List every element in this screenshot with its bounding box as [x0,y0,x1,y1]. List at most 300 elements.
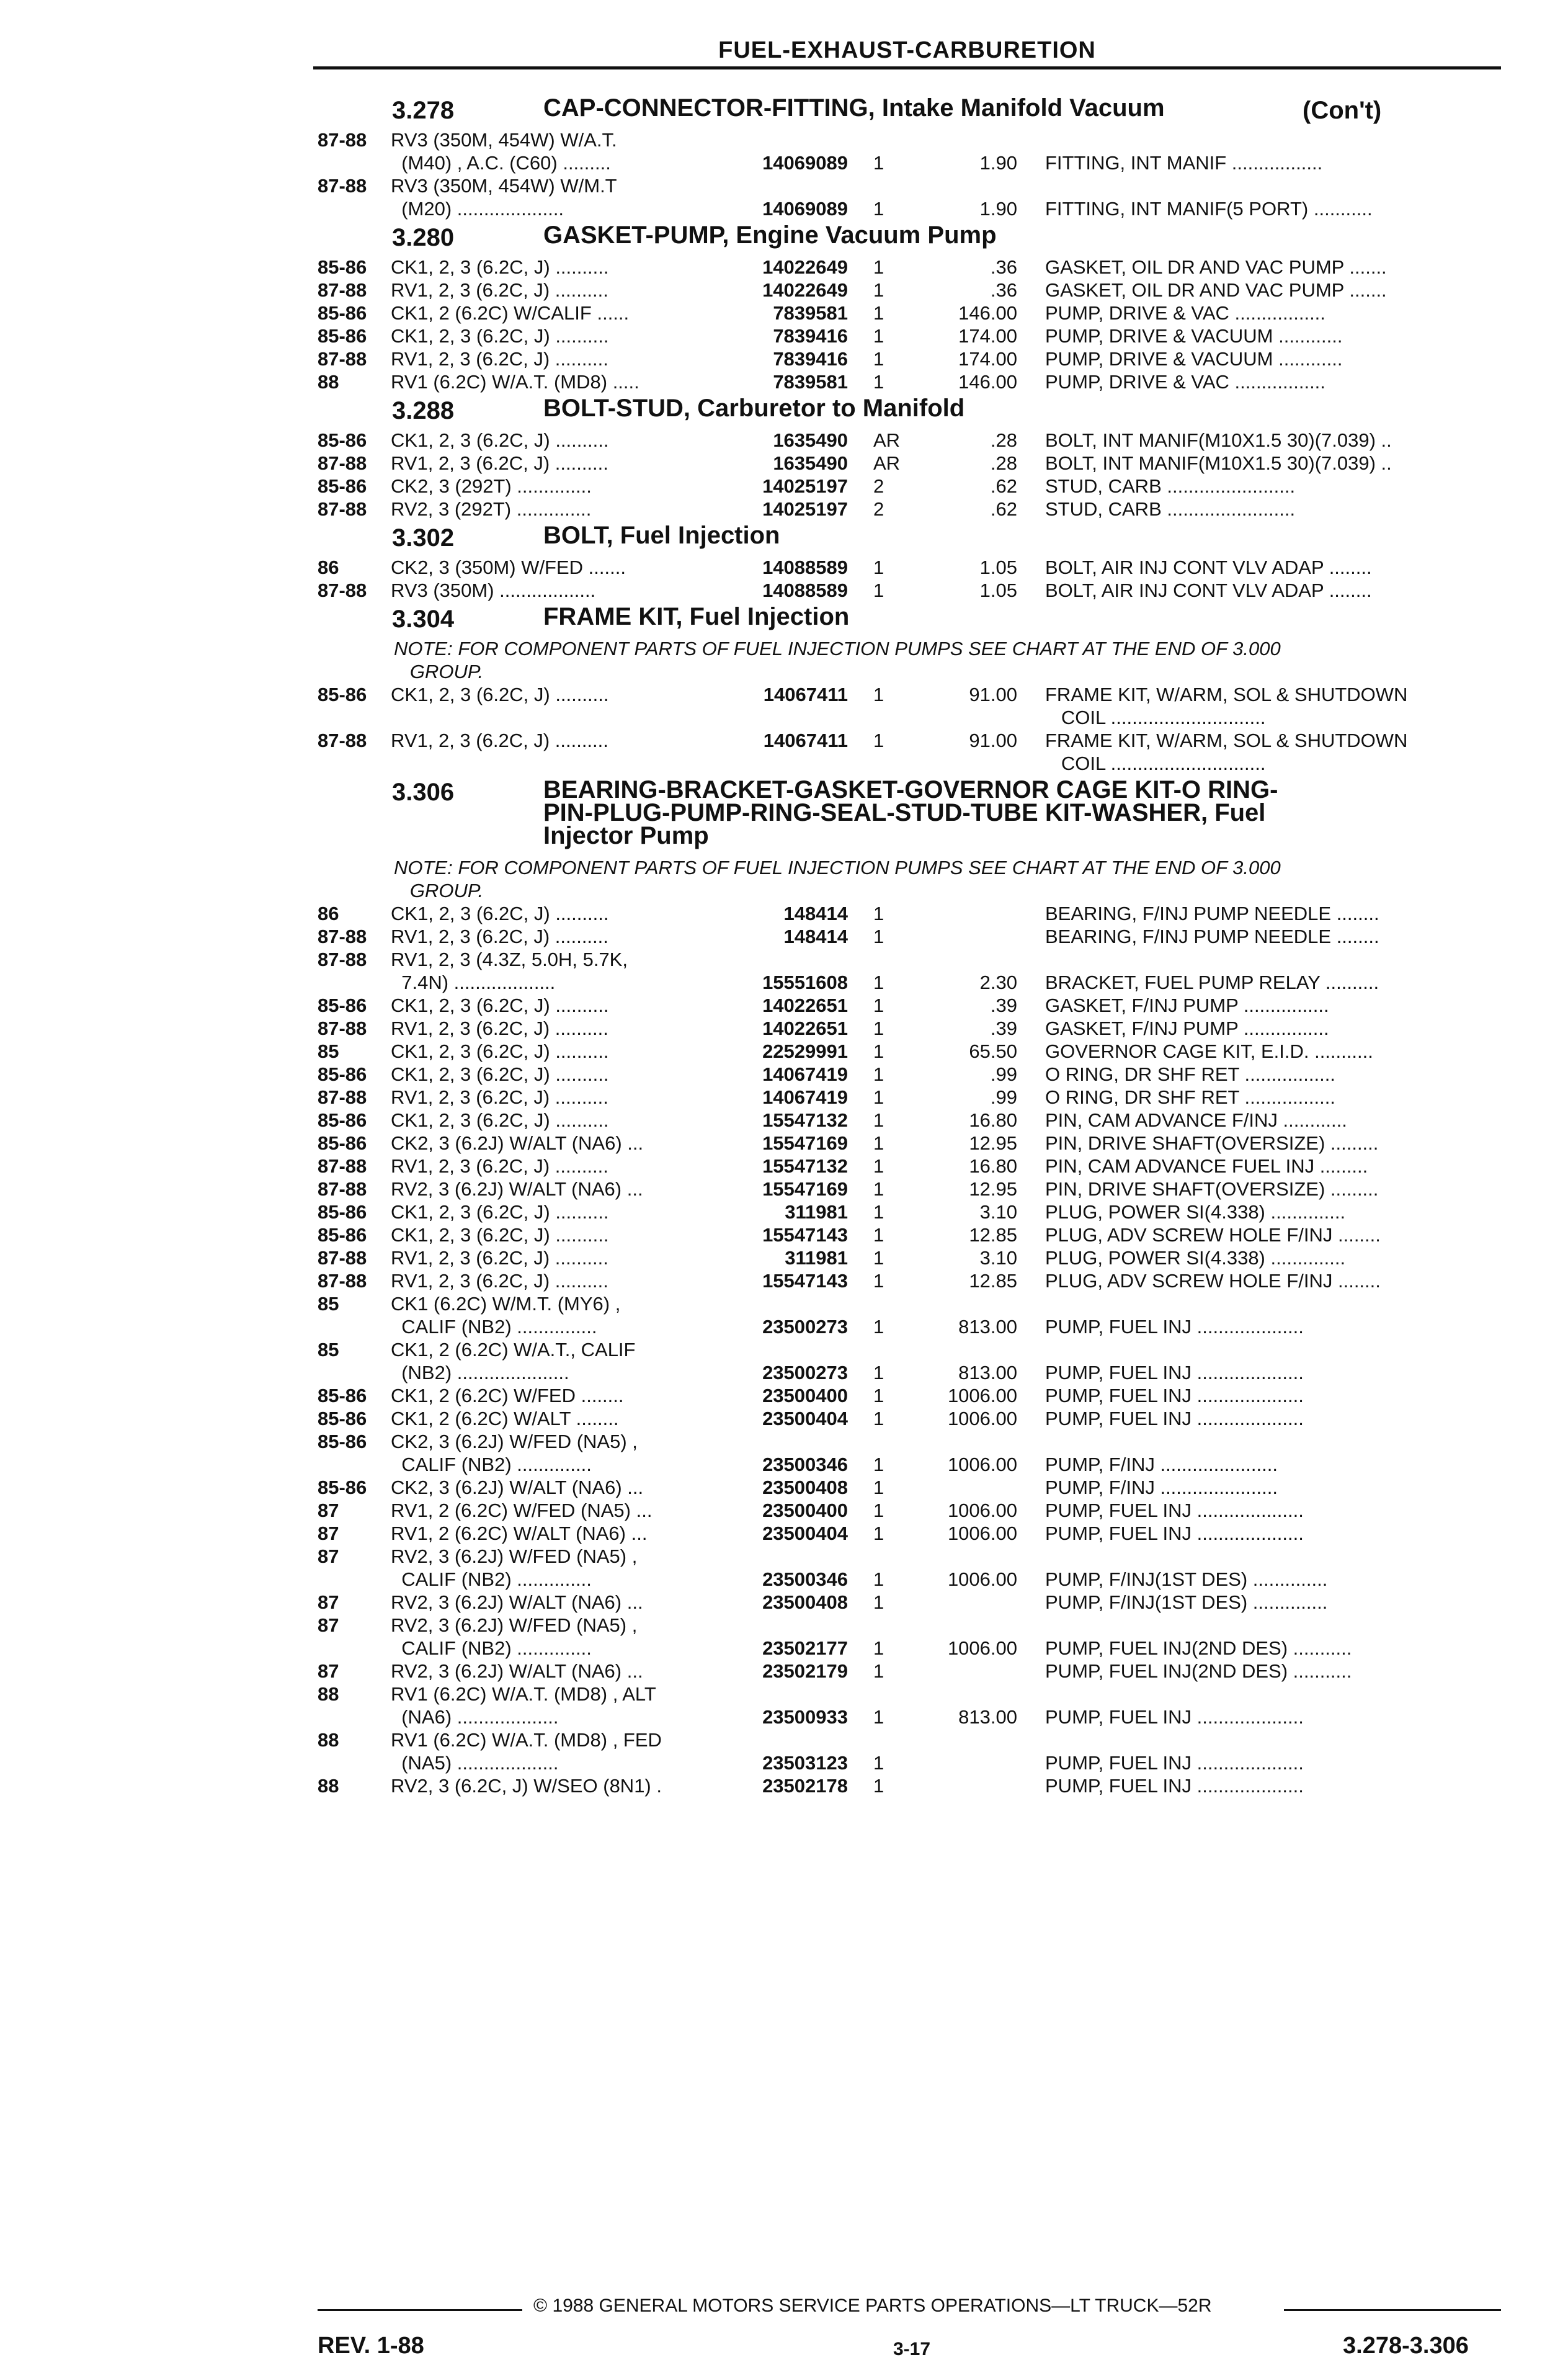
table-row [0,1109,1568,1132]
application: CK1, 2, 3 (6.2C, J) .......... [391,1201,609,1223]
application: CK1, 2 (6.2C) W/CALIF ...... [391,302,630,324]
model-years: 87-88 [318,1017,367,1039]
table-row [0,1407,1568,1430]
part-number: 14069089 [762,198,848,220]
description: GOVERNOR CAGE KIT, E.I.D. ........... [1045,1040,1373,1062]
table-row [0,347,1568,370]
table-row [0,370,1568,393]
description: PUMP, DRIVE & VAC ................. [1045,302,1325,324]
table-row [0,948,1568,994]
table-row [0,174,1568,220]
model-years: 85 [318,1293,339,1315]
application: RV1 (6.2C) W/A.T. (MD8) , FED (NA5) ................... [391,1729,662,1774]
application: RV1, 2, 3 (6.2C, J) .......... [391,1017,608,1039]
table-row [0,279,1568,302]
application: RV1, 2, 3 (6.2C, J) .......... [391,348,608,370]
application: CK1, 2 (6.2C) W/A.T., CALIF (NB2) ..................... [391,1339,636,1383]
description: PIN, CAM ADVANCE FUEL INJ ......... [1045,1155,1368,1177]
quantity: 1 [873,1752,884,1774]
application: RV3 (350M, 454W) W/A.T. (M40) , A.C. (C60) ......... [391,129,617,174]
application: CK1, 2, 3 (6.2C, J) .......... [391,1224,609,1246]
model-years: 87-88 [318,1270,367,1292]
quantity: 1 [873,371,884,393]
part-number: 14022651 [762,995,848,1016]
model-years: 85-86 [318,1477,367,1498]
table-row [0,1063,1568,1086]
quantity: 1 [873,1109,884,1131]
part-number: 23502177 [762,1637,848,1659]
price: .28 [990,429,1017,451]
part-number: 15547132 [762,1155,848,1177]
quantity: 1 [873,926,884,947]
description: FITTING, INT MANIF ................. [1045,152,1323,174]
model-years: 85-86 [318,1109,367,1131]
part-number: 22529991 [762,1040,848,1062]
application: RV1, 2, 3 (4.3Z, 5.0H, 5.7K, 7.4N) ................... [391,949,628,993]
model-years: 87 [318,1591,339,1613]
description: PIN, CAM ADVANCE F/INJ ............ [1045,1109,1347,1131]
table-row [0,1591,1568,1614]
model-years: 88 [318,371,339,393]
application: RV3 (350M) .................. [391,579,596,601]
application: CK1, 2 (6.2C) W/ALT ........ [391,1408,619,1429]
application: CK2, 3 (292T) .............. [391,475,592,497]
model-years: 85-86 [318,475,367,497]
description: PUMP, F/INJ ...................... [1045,1477,1278,1498]
model-years: 87 [318,1545,339,1567]
description: PLUG, ADV SCREW HOLE F/INJ ........ [1045,1270,1381,1292]
quantity: 1 [873,1316,884,1338]
description: PUMP, FUEL INJ .................... [1045,1522,1304,1544]
model-years: 85 [318,1040,339,1062]
description: PUMP, F/INJ(1ST DES) .............. [1045,1568,1328,1590]
part-number: 23503123 [762,1752,848,1774]
section-heading [0,521,1568,556]
quantity: 1 [873,279,884,301]
description: PUMP, FUEL INJ .................... [1045,1706,1304,1728]
description: FRAME KIT, W/ARM, SOL & SHUTDOWN COIL ............................. [1045,684,1408,728]
table-row [0,1476,1568,1499]
application: RV2, 3 (6.2J) W/FED (NA5) , CALIF (NB2) .............. [391,1545,638,1590]
model-years: 87 [318,1500,339,1521]
quantity: 1 [873,1155,884,1177]
price: 12.85 [969,1224,1017,1246]
description: PUMP, F/INJ(1ST DES) .............. [1045,1591,1328,1613]
price: 174.00 [958,325,1017,347]
application: RV2, 3 (6.2J) W/FED (NA5) , CALIF (NB2) .............. [391,1614,638,1659]
description: PUMP, DRIVE & VACUUM ............ [1045,325,1343,347]
application: RV2, 3 (6.2J) W/ALT (NA6) ... [391,1660,643,1682]
table-row [0,128,1568,174]
description: PIN, DRIVE SHAFT(OVERSIZE) ......... [1045,1132,1379,1154]
application: CK2, 3 (6.2J) W/ALT (NA6) ... [391,1477,644,1498]
catalog-content [0,93,1568,1797]
model-years: 85-86 [318,256,367,278]
part-number: 14022649 [762,279,848,301]
section-number: 3.288 [392,397,455,424]
quantity: 2 [873,498,884,520]
part-number: 23500933 [762,1706,848,1728]
quantity: 1 [873,348,884,370]
part-number: 14088589 [762,579,848,601]
model-years: 85-86 [318,1201,367,1223]
application: RV2, 3 (6.2J) W/ALT (NA6) ... [391,1591,643,1613]
section-heading [0,602,1568,637]
price: .39 [990,1017,1017,1039]
model-years: 87-88 [318,926,367,947]
quantity: 1 [873,1775,884,1797]
part-number: 23500408 [762,1591,848,1613]
table-row [0,256,1568,279]
price: .62 [990,498,1017,520]
part-number: 15547169 [762,1178,848,1200]
description: FITTING, INT MANIF(5 PORT) ........... [1045,198,1373,220]
description: PUMP, FUEL INJ(2ND DES) ........... [1045,1637,1352,1659]
application: CK1, 2, 3 (6.2C, J) .......... [391,684,609,705]
part-number: 23500273 [762,1316,848,1338]
footer-rule-right [1284,2309,1501,2311]
model-years: 87-88 [318,175,367,197]
part-number: 148414 [783,926,848,947]
table-row [0,1430,1568,1476]
price: 1.05 [979,579,1017,601]
application: RV1, 2 (6.2C) W/ALT (NA6) ... [391,1522,648,1544]
price: 174.00 [958,348,1017,370]
model-years: 87-88 [318,730,367,751]
table-row [0,1292,1568,1338]
price: .39 [990,995,1017,1016]
application: RV1, 2, 3 (6.2C, J) .......... [391,926,608,947]
description: GASKET, F/INJ PUMP ................ [1045,995,1329,1016]
price: 146.00 [958,371,1017,393]
description: BOLT, INT MANIF(M10X1.5 30)(7.039) .. [1045,429,1392,451]
quantity: 1 [873,730,884,751]
quantity: 1 [873,1178,884,1200]
price: 1006.00 [947,1500,1017,1521]
model-years: 85-86 [318,325,367,347]
table-row [0,1522,1568,1545]
description: STUD, CARB ........................ [1045,498,1296,520]
price: 1.90 [979,198,1017,220]
quantity: 1 [873,556,884,578]
part-number: 23500400 [762,1500,848,1521]
price: 12.95 [969,1178,1017,1200]
price: .36 [990,279,1017,301]
table-row [0,1614,1568,1660]
part-number: 14067411 [763,730,848,751]
application: RV1, 2, 3 (6.2C, J) .......... [391,1086,608,1108]
part-number: 14067419 [762,1063,848,1085]
part-number: 23502178 [762,1775,848,1797]
price: 16.80 [969,1109,1017,1131]
table-row [0,729,1568,775]
table-row [0,324,1568,347]
price: 813.00 [958,1706,1017,1728]
part-number: 23502179 [762,1660,848,1682]
model-years: 85-86 [318,995,367,1016]
model-years: 87-88 [318,1155,367,1177]
parts-list [0,256,1568,393]
quantity: AR [873,429,901,451]
part-number: 23500346 [762,1454,848,1475]
model-years: 86 [318,903,339,924]
part-number: 14025197 [762,475,848,497]
description: BOLT, AIR INJ CONT VLV ADAP ........ [1045,579,1372,601]
application: CK1, 2, 3 (6.2C, J) .......... [391,995,609,1016]
table-row [0,1223,1568,1246]
quantity: 1 [873,1706,884,1728]
parts-list [0,902,1568,1797]
table-row [0,579,1568,602]
parts-list [0,429,1568,521]
section-title: CAP-CONNECTOR-FITTING, Intake Manifold Vacuum [543,94,1165,122]
application: RV1 (6.2C) W/A.T. (MD8) ..... [391,371,639,393]
price: 813.00 [958,1362,1017,1383]
quantity: 1 [873,903,884,924]
part-number: 23500273 [762,1362,848,1383]
part-number: 14025197 [762,498,848,520]
application: CK2, 3 (350M) W/FED ....... [391,556,626,578]
price: 146.00 [958,302,1017,324]
application: CK1, 2 (6.2C) W/FED ........ [391,1385,624,1406]
part-number: 15547143 [762,1224,848,1246]
price: 1006.00 [947,1385,1017,1406]
table-row [0,1499,1568,1522]
description: PUMP, FUEL INJ .................... [1045,1385,1304,1406]
price: .99 [990,1086,1017,1108]
description: BEARING, F/INJ PUMP NEEDLE ........ [1045,926,1379,947]
part-number: 14067411 [763,684,848,705]
description: PUMP, FUEL INJ .................... [1045,1362,1304,1383]
description: BRACKET, FUEL PUMP RELAY .......... [1045,972,1379,993]
part-number: 14067419 [762,1086,848,1108]
application: CK1, 2, 3 (6.2C, J) .......... [391,429,609,451]
price: 3.10 [979,1201,1017,1223]
quantity: 1 [873,152,884,174]
price: 1006.00 [947,1454,1017,1475]
application: RV2, 3 (6.2J) W/ALT (NA6) ... [391,1178,643,1200]
model-years: 85-86 [318,684,367,705]
price: 1006.00 [947,1408,1017,1429]
application: RV1, 2, 3 (6.2C, J) .......... [391,1247,608,1269]
description: GASKET, OIL DR AND VAC PUMP ....... [1045,279,1387,301]
quantity: 1 [873,1660,884,1682]
description: BOLT, AIR INJ CONT VLV ADAP ........ [1045,556,1372,578]
table-row [0,429,1568,452]
part-number: 23500400 [762,1385,848,1406]
section-number: 3.280 [392,224,455,251]
table-row [0,452,1568,475]
description: GASKET, OIL DR AND VAC PUMP ....... [1045,256,1387,278]
quantity: 1 [873,302,884,324]
price: 1006.00 [947,1568,1017,1590]
table-row [0,1086,1568,1109]
section-title: FRAME KIT, Fuel Injection [543,603,850,630]
part-number: 14022651 [762,1017,848,1039]
description: PUMP, FUEL INJ .................... [1045,1752,1304,1774]
copyright-text: © 1988 GENERAL MOTORS SERVICE PARTS OPERATIONS—LT TRUCK—52R [533,2295,1212,2316]
part-number: 7839416 [773,348,848,370]
description: PUMP, FUEL INJ(2ND DES) ........... [1045,1660,1352,1682]
section-range: 3.278-3.306 [1343,2333,1469,2359]
table-row [0,1384,1568,1407]
quantity: 1 [873,1454,884,1475]
table-row [0,556,1568,579]
section-number: 3.302 [392,524,455,552]
table-row [0,1683,1568,1728]
description: BOLT, INT MANIF(M10X1.5 30)(7.039) .. [1045,452,1392,474]
model-years: 87 [318,1522,339,1544]
quantity: AR [873,452,901,474]
price: 65.50 [969,1040,1017,1062]
section-heading [0,775,1568,856]
model-years: 87-88 [318,498,367,520]
price: .36 [990,256,1017,278]
quantity: 1 [873,1224,884,1246]
model-years: 88 [318,1775,339,1797]
revision-label: REV. 1-88 [318,2333,424,2359]
part-number: 7839581 [773,371,848,393]
table-row [0,1660,1568,1683]
description: BEARING, F/INJ PUMP NEEDLE ........ [1045,903,1379,924]
quantity: 1 [873,684,884,705]
price: .62 [990,475,1017,497]
section-title: BOLT-STUD, Carburetor to Manifold [543,395,965,422]
section-number: 3.304 [392,606,455,633]
application: RV2, 3 (292T) .............. [391,498,592,520]
part-number: 23500346 [762,1568,848,1590]
description: PLUG, POWER SI(4.338) .............. [1045,1247,1346,1269]
price: 12.85 [969,1270,1017,1292]
model-years: 85-86 [318,1431,367,1452]
section-title: GASKET-PUMP, Engine Vacuum Pump [543,221,997,249]
section-number: 3.306 [392,779,455,806]
model-years: 88 [318,1683,339,1705]
description: PUMP, DRIVE & VACUUM ............ [1045,348,1343,370]
model-years: 87-88 [318,279,367,301]
application: CK1 (6.2C) W/M.T. (MY6) , CALIF (NB2) ............... [391,1293,621,1338]
quantity: 1 [873,1477,884,1498]
application: CK1, 2, 3 (6.2C, J) .......... [391,1040,609,1062]
model-years: 85-86 [318,302,367,324]
description: PUMP, FUEL INJ .................... [1045,1775,1304,1797]
part-number: 1635490 [773,452,848,474]
quantity: 1 [873,1201,884,1223]
model-years: 85-86 [318,1408,367,1429]
table-row [0,1155,1568,1178]
application: CK1, 2, 3 (6.2C, J) .......... [391,1063,609,1085]
application: CK2, 3 (6.2J) W/FED (NA5) , CALIF (NB2) .............. [391,1431,638,1475]
application: RV1, 2 (6.2C) W/FED (NA5) ... [391,1500,653,1521]
application: CK1, 2, 3 (6.2C, J) .......... [391,1109,609,1131]
description: STUD, CARB ........................ [1045,475,1296,497]
price: 1006.00 [947,1637,1017,1659]
table-row [0,1132,1568,1155]
quantity: 1 [873,1522,884,1544]
application: RV1, 2, 3 (6.2C, J) .......... [391,1155,608,1177]
model-years: 87-88 [318,129,367,151]
part-number: 14069089 [762,152,848,174]
quantity: 1 [873,1270,884,1292]
description: PIN, DRIVE SHAFT(OVERSIZE) ......... [1045,1178,1379,1200]
section-heading [0,220,1568,256]
price: 1.05 [979,556,1017,578]
model-years: 87-88 [318,949,367,970]
table-row [0,475,1568,498]
continued-label: (Con't) [1303,97,1382,124]
quantity: 2 [873,475,884,497]
model-years: 85-86 [318,1385,367,1406]
page-header: FUEL-EXHAUST-CARBURETION [313,37,1501,69]
description: PLUG, POWER SI(4.338) .............. [1045,1201,1346,1223]
quantity: 1 [873,1568,884,1590]
part-number: 15551608 [762,972,848,993]
table-row [0,1017,1568,1040]
footer-rule-left [318,2309,522,2311]
quantity: 1 [873,995,884,1016]
part-number: 14088589 [762,556,848,578]
quantity: 1 [873,1362,884,1383]
quantity: 1 [873,972,884,993]
table-row [0,1040,1568,1063]
quantity: 1 [873,1591,884,1613]
table-row [0,1728,1568,1774]
table-row [0,683,1568,729]
table-row [0,1774,1568,1797]
description: PUMP, FUEL INJ .................... [1045,1408,1304,1429]
model-years: 87-88 [318,452,367,474]
part-number: 14022649 [762,256,848,278]
part-number: 311981 [785,1247,848,1269]
quantity: 1 [873,1385,884,1406]
model-years: 87-88 [318,1086,367,1108]
description: FRAME KIT, W/ARM, SOL & SHUTDOWN COIL ............................. [1045,730,1408,774]
table-row [0,302,1568,324]
quantity: 1 [873,1408,884,1429]
application: RV1 (6.2C) W/A.T. (MD8) , ALT (NA6) ................... [391,1683,656,1728]
model-years: 87 [318,1614,339,1636]
section-note: NOTE: FOR COMPONENT PARTS OF FUEL INJECTION PUMPS SEE CHART AT THE END OF 3.000 GROUP. [394,857,1281,901]
model-years: 85-86 [318,1224,367,1246]
part-number: 15547169 [762,1132,848,1154]
application: RV1, 2, 3 (6.2C, J) .......... [391,1270,608,1292]
quantity: 1 [873,1637,884,1659]
description: GASKET, F/INJ PUMP ................ [1045,1017,1329,1039]
parts-list [0,128,1568,220]
application: RV3 (350M, 454W) W/M.T (M20) .................... [391,175,617,220]
quantity: 1 [873,1132,884,1154]
price: 1.90 [979,152,1017,174]
quantity: 1 [873,1500,884,1521]
price: 2.30 [979,972,1017,993]
application: CK2, 3 (6.2J) W/ALT (NA6) ... [391,1132,644,1154]
model-years: 88 [318,1729,339,1751]
model-years: 87-88 [318,579,367,601]
quantity: 1 [873,579,884,601]
model-years: 87-88 [318,1178,367,1200]
parts-list [0,556,1568,602]
description: PUMP, F/INJ ...................... [1045,1454,1278,1475]
table-row [0,1545,1568,1591]
description: PUMP, FUEL INJ .................... [1045,1500,1304,1521]
application: CK1, 2, 3 (6.2C, J) .......... [391,256,609,278]
part-number: 7839416 [773,325,848,347]
application: CK1, 2, 3 (6.2C, J) .......... [391,325,609,347]
part-number: 148414 [783,903,848,924]
price: .99 [990,1063,1017,1085]
model-years: 85-86 [318,1132,367,1154]
parts-list [0,683,1568,775]
